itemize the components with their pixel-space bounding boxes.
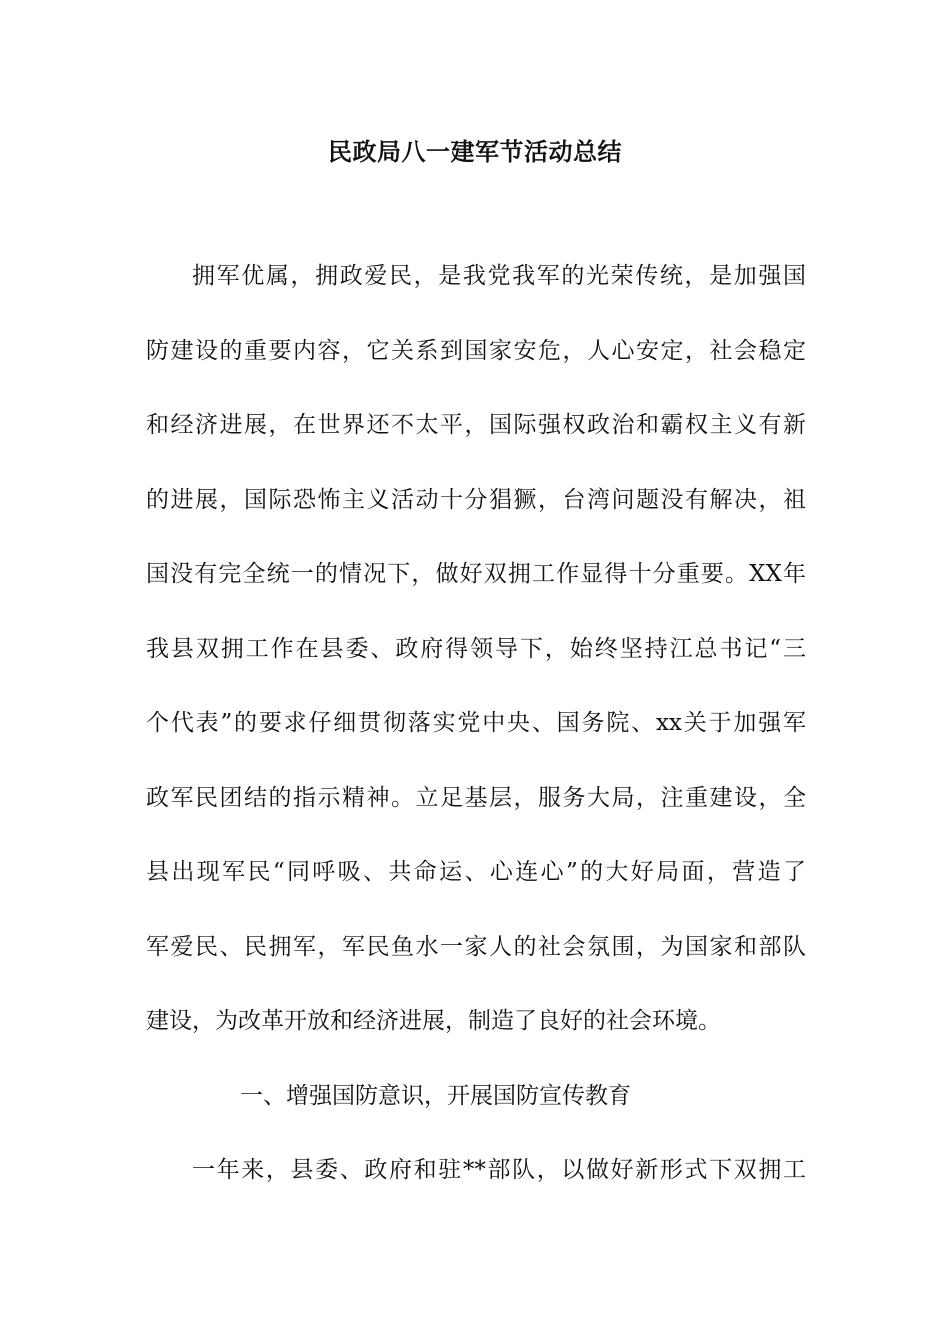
paragraph-line: 拥军优属，拥政爱民，是我党我军的光荣传统，是加强国 [192, 263, 806, 289]
paragraph-line: 一年来，县委、政府和驻**部队，以做好新形式下双拥工 [192, 1157, 806, 1183]
section-heading: 一、增强国防意识，开展国防宣传教育 [240, 1082, 631, 1109]
document-title: 民政局八一建军节活动总结 [328, 137, 622, 166]
paragraph-line: 国没有完全统一的情况下，做好双拥工作显得十分重要。XX年 [146, 561, 806, 587]
paragraph-line: 个代表”的要求仔细贯彻落实党中央、国务院、xx关于加强军 [146, 710, 806, 736]
paragraph-line: 军爱民、民拥军，军民鱼水一家人的社会氛围，为国家和部队 [146, 933, 806, 960]
paragraph-line: 防建设的重要内容，它关系到国家安危，人心安定，社会稳定 [146, 337, 806, 364]
paragraph-line: 县出现军民“同呼吸、共命运、心连心”的大好局面，营造了 [146, 859, 806, 885]
paragraph-line: 的进展，国际恐怖主义活动十分猖獗，台湾问题没有解决，祖 [146, 486, 806, 513]
document-body [146, 256, 806, 1225]
paragraph-line: 政军民团结的指示精神。立足基层，服务大局，注重建设，全 [146, 784, 806, 811]
paragraph-line: 和经济进展，在世界还不太平，国际强权政治和霸权主义有新 [146, 412, 806, 438]
paragraph-line: 建设，为改革开放和经济进展，制造了良好的社会环境。 [146, 1008, 721, 1034]
paragraph-line: 我县双拥工作在县委、政府得领导下，始终坚持江总书记“三 [146, 635, 806, 662]
